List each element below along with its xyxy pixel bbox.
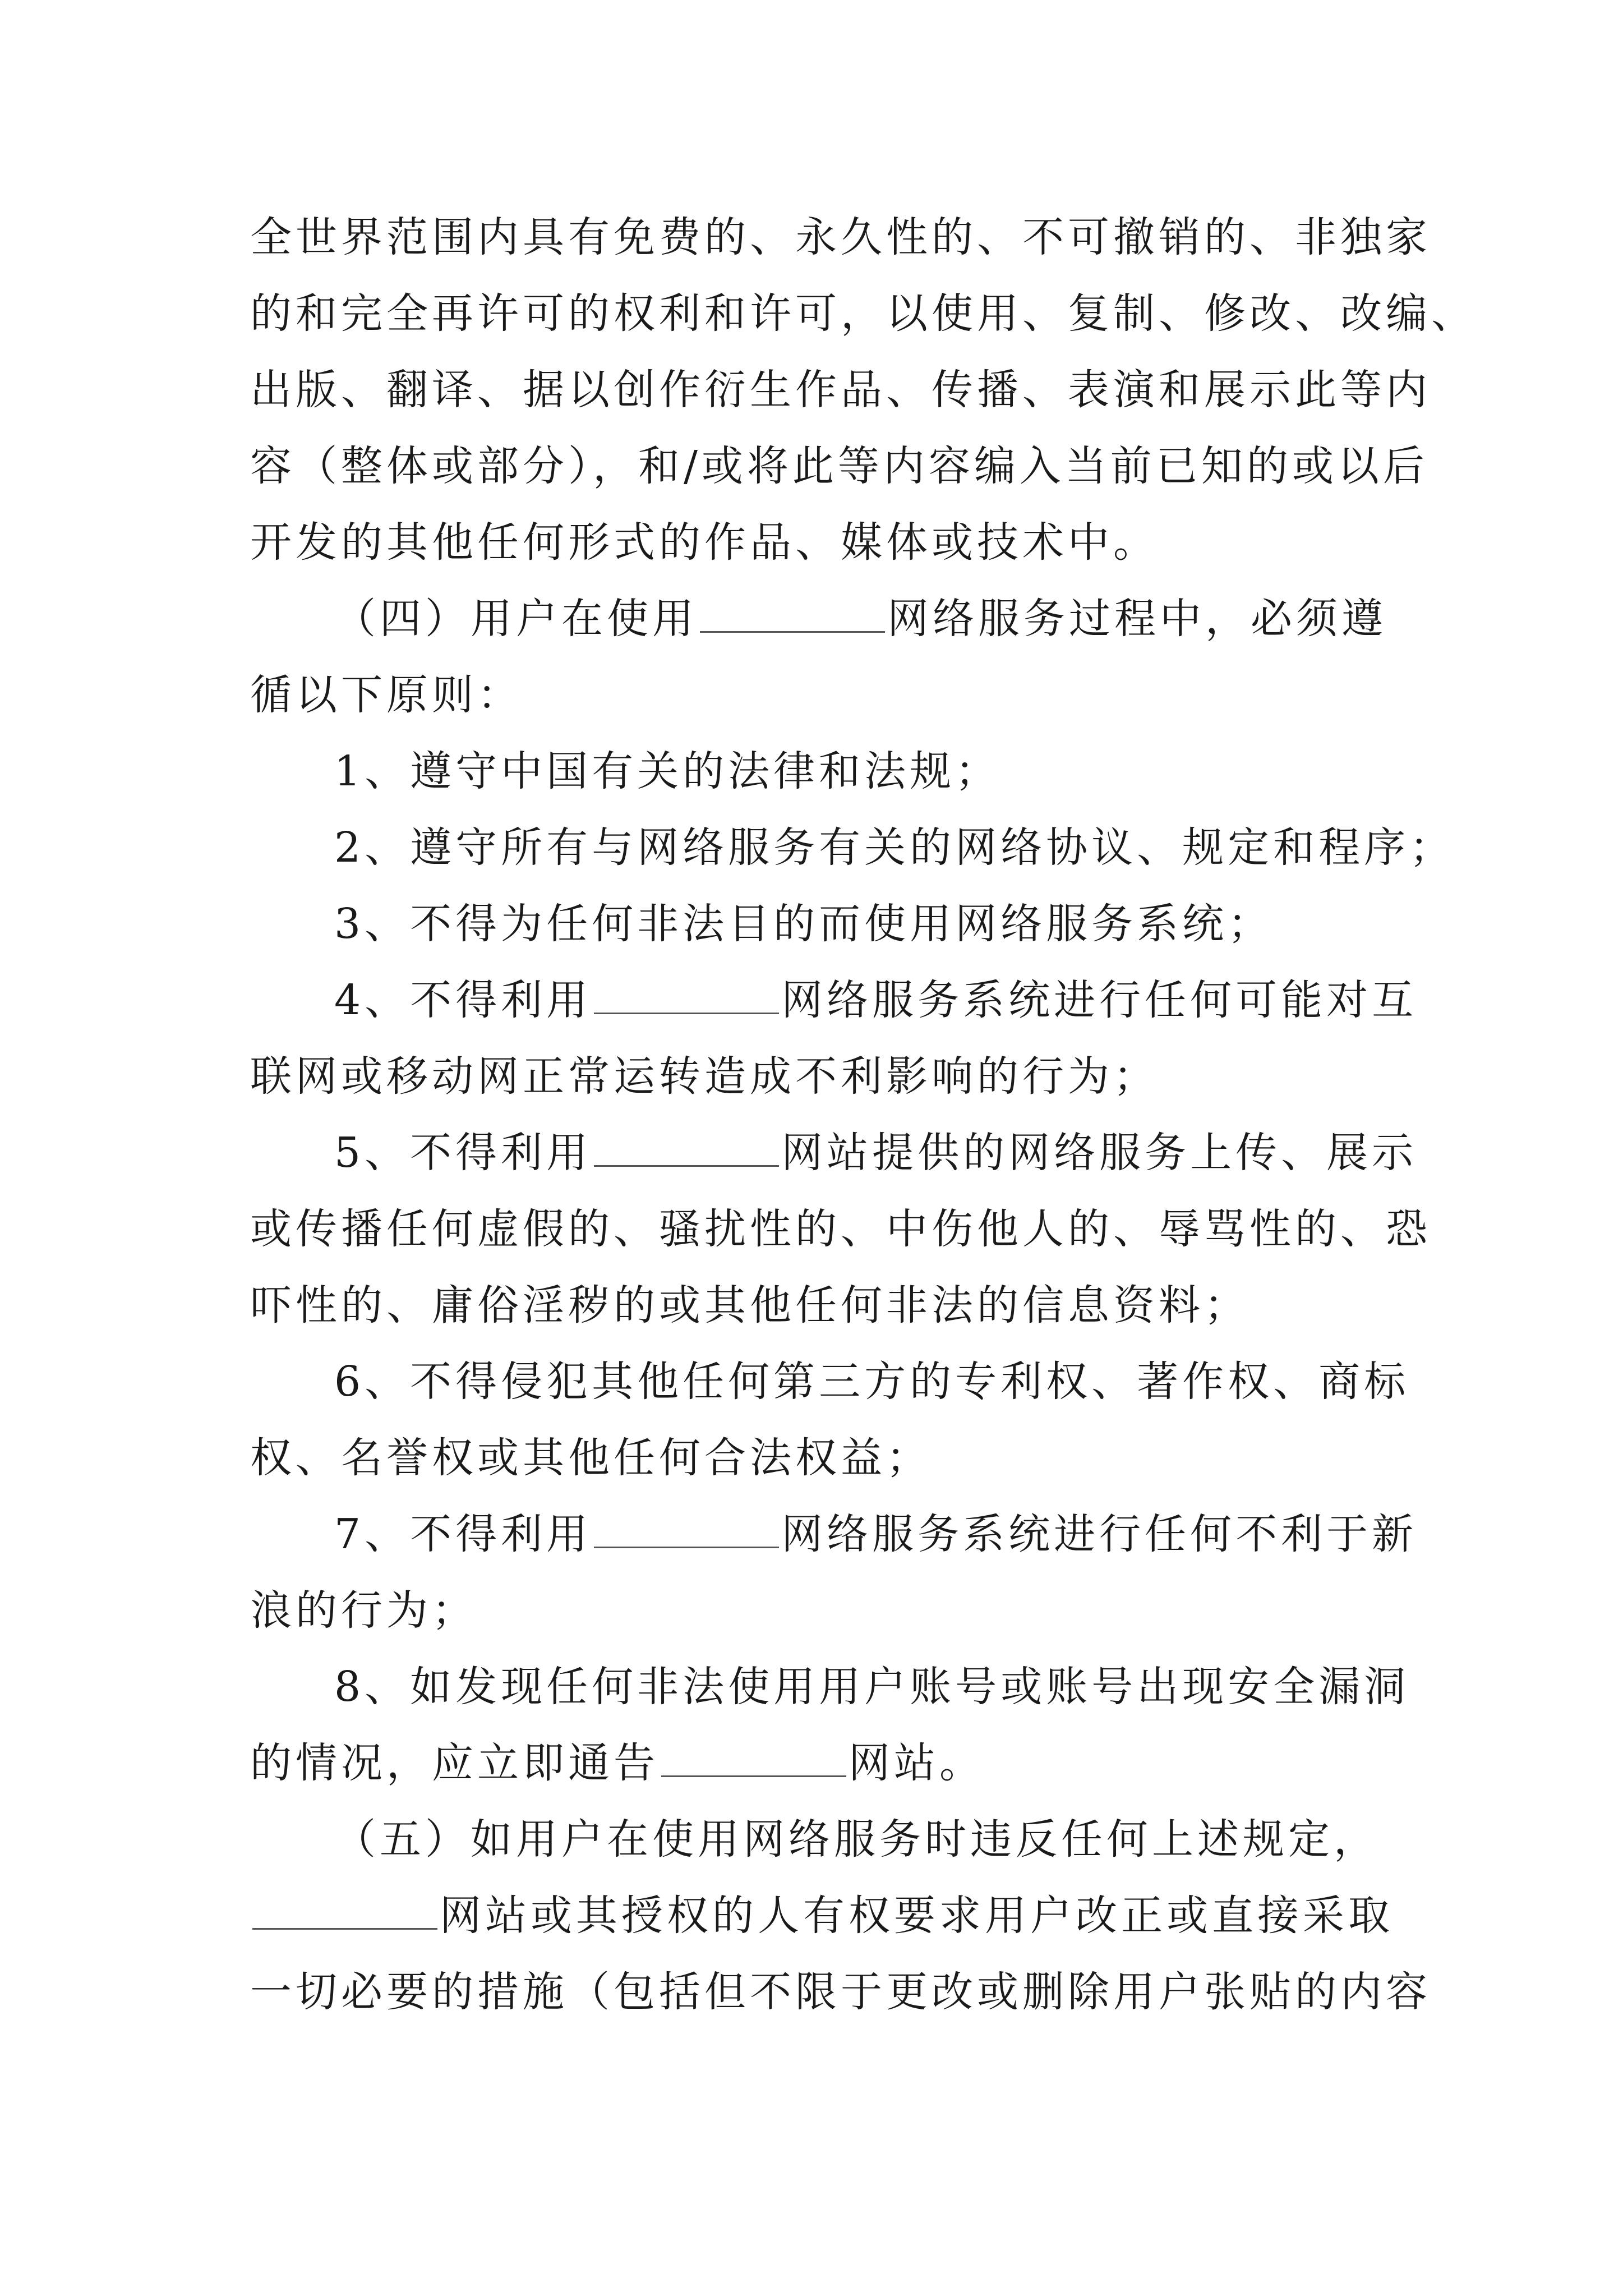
text-line — [250, 1878, 1394, 1954]
text-segment: 网站。 — [849, 1739, 985, 1787]
text-segment: 5、不得利用 — [334, 1129, 592, 1177]
text-segment: 3、不得为任何非法目的而使用网络服务系统； — [334, 900, 1274, 948]
text-line — [250, 428, 1428, 504]
text-segment: 开发的其他任何形式的作品、媒体或技术中。 — [250, 518, 1159, 567]
text-segment: 网站或其授权的人有权要求用户改正或直接采取 — [440, 1892, 1394, 1940]
text-segment: 或传播任何虚假的、骚扰性的、中伤他人的、辱骂性的、恐 — [250, 1205, 1431, 1253]
fill-in-blank — [700, 597, 885, 633]
fill-in-blank — [594, 1513, 779, 1548]
text-segment: 的和完全再许可的权利和许可，以使用、复制、修改、改编、 — [250, 289, 1477, 338]
text-segment: 7、不得利用 — [334, 1510, 592, 1558]
text-segment: 全世界范围内具有免费的、永久性的、不可撤销的、非独家 — [250, 213, 1431, 261]
text-line — [250, 1038, 1394, 1115]
text-segment: （四）用户在使用 — [334, 595, 698, 643]
text-segment: 网络服务过程中，必须遵 — [887, 595, 1387, 643]
text-line — [250, 581, 1394, 657]
text-line — [250, 199, 1431, 275]
text-line — [250, 1267, 1394, 1343]
text-segment: 8、如发现任何非法使用用户账号或账号出现安全漏洞 — [334, 1663, 1410, 1711]
text-line — [250, 1572, 1394, 1649]
fill-in-blank — [594, 1131, 779, 1167]
document-body — [250, 199, 1477, 2030]
text-segment: 权、名誉权或其他任何合法权益； — [250, 1434, 932, 1482]
text-segment: 网站提供的网络服务上传、展示 — [781, 1129, 1418, 1177]
fill-in-blank — [252, 1894, 437, 1930]
text-segment: （五）如用户在使用网络服务时违反任何上述规定， — [334, 1815, 1379, 1864]
text-segment: 联网或移动网正常运转造成不利影响的行为； — [250, 1052, 1159, 1101]
text-line — [250, 504, 1394, 581]
text-line — [250, 1343, 1410, 1420]
text-line — [250, 1115, 1418, 1191]
text-segment: 吓性的、庸俗淫秽的或其他任何非法的信息资料； — [250, 1281, 1249, 1329]
text-segment: 循以下原则： — [250, 671, 523, 719]
text-segment: 2、遵守所有与网络服务有关的网络协议、规定和程序； — [334, 823, 1455, 872]
text-line — [250, 352, 1431, 428]
text-line — [250, 1725, 1394, 1801]
text-line — [250, 962, 1418, 1038]
text-segment: 一切必要的措施（包括但不限于更改或删除用户张贴的内容 — [250, 1968, 1431, 2016]
text-line — [250, 886, 1394, 962]
text-line — [250, 733, 1394, 809]
text-line — [250, 1496, 1418, 1572]
text-line — [250, 1954, 1431, 2030]
text-segment: 容（整体或部分），和/或将此等内容编入当前已知的或以后 — [250, 442, 1428, 490]
text-segment: 4、不得利用 — [334, 976, 592, 1024]
text-line — [250, 1191, 1431, 1267]
text-segment: 6、不得侵犯其他任何第三方的专利权、著作权、商标 — [334, 1358, 1410, 1406]
fill-in-blank — [594, 979, 779, 1014]
text-segment: 出版、翻译、据以创作衍生作品、传播、表演和展示此等内 — [250, 366, 1431, 414]
text-segment: 的情况，应立即通告 — [250, 1739, 659, 1787]
text-line — [250, 1801, 1394, 1878]
text-segment: 1、遵守中国有关的法律和法规； — [334, 747, 1001, 795]
text-segment: 网络服务系统进行任何不利于新 — [781, 1510, 1418, 1558]
text-line — [250, 809, 1455, 886]
text-segment: 浪的行为； — [250, 1586, 477, 1635]
text-segment: 网络服务系统进行任何可能对互 — [781, 976, 1418, 1024]
text-line — [250, 1420, 1394, 1496]
text-line — [250, 1649, 1410, 1725]
fill-in-blank — [661, 1742, 846, 1777]
text-line — [250, 275, 1477, 352]
text-line — [250, 657, 1394, 733]
